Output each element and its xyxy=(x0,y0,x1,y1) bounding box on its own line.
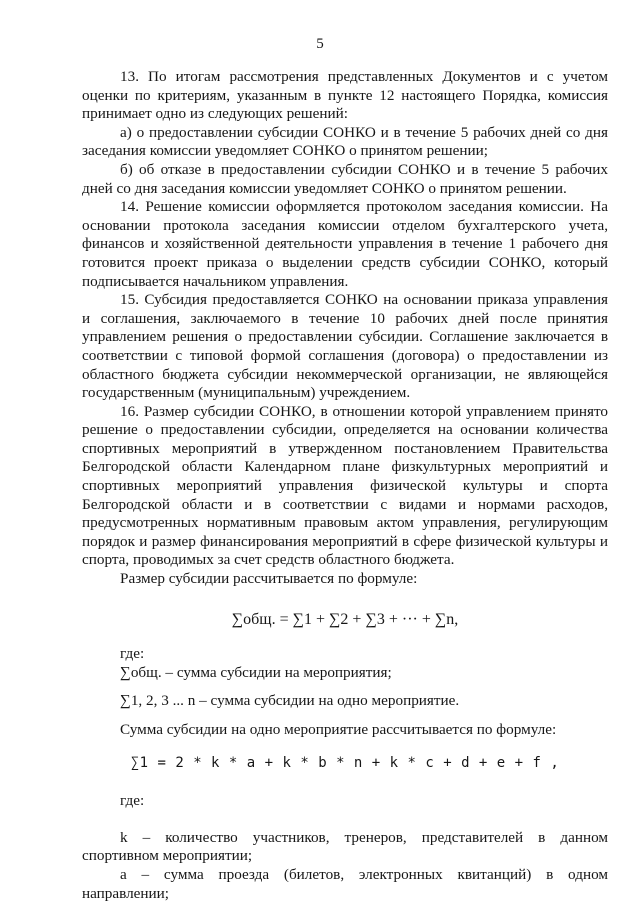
definition-k: k – количество участников, тренеров, представителей в данном спортивном мероприятии; xyxy=(82,828,608,865)
paragraph-14: 14. Решение комиссии оформляется протоколом заседания комиссии. На основании протокола заседания комиссии отделом бухгалтерского учета, финансов и хозяйственной деятельности управления в течение 1 рабочего дня готовится проект приказа о выделении средств субсидии СОНКО, который подписывается начальником управления. xyxy=(82,198,608,290)
formula-intro: Размер субсидии рассчитывается по формуле: xyxy=(120,570,418,588)
spacer xyxy=(82,711,608,721)
document-body xyxy=(82,68,608,903)
paragraph-16: 16. Размер субсидии СОНКО, в отношении которой управлением принято решение о предоставлении субсидии, определяется на основании количества спортивных мероприятий в утвержденном постановлением Правительства Белгородской области Календарном плане физкультурных мероприятий и спортивных мероприятий управления физической культуры и спорта Белгородской области и в соответствии с видами и нормами расходов, предусмотренных нормативным правовым актом управления, регулирующим порядок и размер финансирования мероприятий в сфере физической культуры и спорта, проводимых за счет средств областного бюджета. xyxy=(82,402,608,569)
definition-total: ∑общ. – сумма субсидии на мероприятия; xyxy=(120,663,392,681)
paragraph-13: 13. По итогам рассмотрения представленных Документов и с учетом оценки по критериям, указанным в пункте 12 настоящего Порядка, комиссия принимает одно из следующих решений: xyxy=(82,68,608,123)
where-label-2: где: xyxy=(120,792,145,810)
paragraph-13b: б) об отказе в предоставлении субсидии СОНКО и в течение 5 рабочих дней со дня заседания комиссии уведомляет СОНКО о принятом решении. xyxy=(82,160,608,197)
where-label-1: где: xyxy=(120,645,145,663)
formula2-intro: Сумма субсидии на одно мероприятие рассчитывается по формуле: xyxy=(120,721,557,738)
formula-single: ∑1 = 2 * k * a + k * b * n + k * c + d + e + f , xyxy=(130,754,560,771)
formula-total: ∑общ. = ∑1 + ∑2 + ∑3 + ··· + ∑n, xyxy=(231,610,459,628)
definition-single: ∑1, 2, 3 ... n – сумма субсидии на одно мероприятие. xyxy=(120,692,460,710)
spacer xyxy=(82,811,608,829)
paragraph-13a: а) о предоставлении субсидии СОНКО и в течение 5 рабочих дней со дня заседания комиссии уведомляет СОНКО о принятом решении; xyxy=(82,123,608,160)
page-number: 5 xyxy=(316,36,324,52)
definition-a: а – сумма проезда (билетов, электронных квитанций) в одном направлении; xyxy=(82,865,608,902)
spacer xyxy=(82,682,608,692)
paragraph-15: 15. Субсидия предоставляется СОНКО на основании приказа управления и соглашения, заключаемого в течение 10 рабочих дней после принятия управлением решения о предоставлении субсидии. Соглашение заключается в соответствии с типовой формой соглашения (договора) о предоставлении из областного бюджета субсидии некоммерческой организации, не являющейся государственным (муниципальным) учреждением. xyxy=(82,291,608,402)
